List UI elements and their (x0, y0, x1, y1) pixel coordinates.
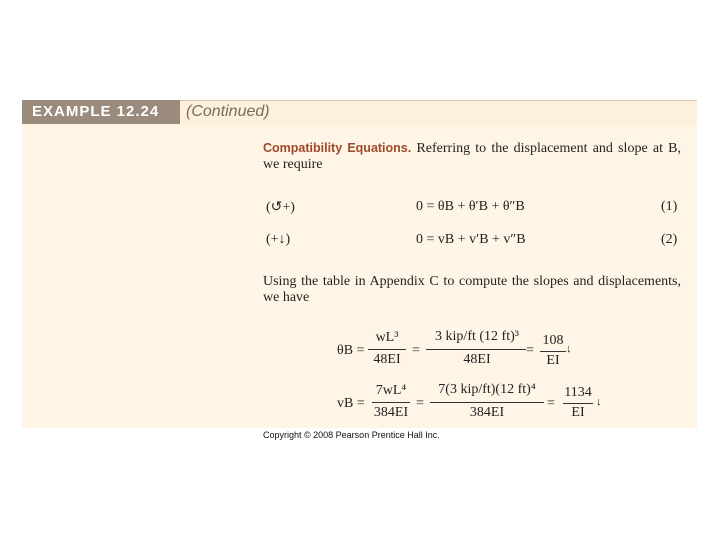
disp-frac3-den: EI (571, 405, 585, 420)
compatibility-paragraph (263, 140, 681, 173)
theta-direction-icon: ↓ (566, 343, 572, 355)
disp-frac3-num: 1134 (564, 385, 592, 400)
theta-frac1-den: 48EI (373, 352, 401, 367)
theta-frac2-num: 3 kip/ft (12 ft)³ (435, 329, 519, 344)
theta-frac1-line (368, 349, 406, 350)
eq1-body: 0 = θB + θ′B + θ″B (416, 199, 525, 214)
eq1-number: (1) (661, 199, 678, 214)
theta-eq-sign1: = (412, 343, 420, 358)
appendix-paragraph: Using the table in Appendix C to compute the slopes and displacements, we have (263, 274, 681, 305)
section-intro: Referring to the displacement and slope at B, we require (263, 141, 681, 172)
theta-frac1-num: wL³ (375, 330, 399, 345)
theta-frac3-line (540, 351, 566, 352)
disp-frac2-den: 384EI (469, 405, 505, 420)
disp-eq-sign2: = (547, 396, 555, 411)
eq2-number: (2) (661, 232, 678, 247)
theta-frac3-den: EI (546, 353, 560, 368)
theta-lhs: θB = (337, 343, 365, 358)
continued-label: (Continued) (186, 103, 270, 120)
disp-lhs: vB = (337, 396, 365, 411)
disp-frac2-num: 7(3 kip/ft)(12 ft)⁴ (438, 382, 536, 397)
theta-frac3-num: 108 (542, 333, 564, 348)
theta-eq-sign2: = (526, 343, 534, 358)
disp-frac2-line (430, 402, 544, 403)
disp-frac1-num: 7wL⁴ (375, 383, 407, 398)
eq1-sign: (↺+) (266, 200, 295, 215)
copyright-text: Copyright © 2008 Pearson Prentice Hall Inc. (263, 430, 440, 440)
disp-frac1-den: 384EI (373, 405, 409, 420)
eq2-body: 0 = vB + v′B + v″B (416, 232, 526, 247)
disp-eq-sign1: = (416, 396, 424, 411)
disp-frac1-line (372, 402, 410, 403)
example-label: EXAMPLE 12.24 (22, 100, 180, 124)
theta-frac2-line (426, 349, 526, 350)
theta-frac2-den: 48EI (463, 352, 491, 367)
disp-frac3-line (563, 403, 593, 404)
eq2-sign: (+↓) (266, 232, 291, 247)
disp-direction-icon: ↓ (596, 396, 602, 408)
section-heading: Compatibility Equations. (263, 141, 412, 155)
